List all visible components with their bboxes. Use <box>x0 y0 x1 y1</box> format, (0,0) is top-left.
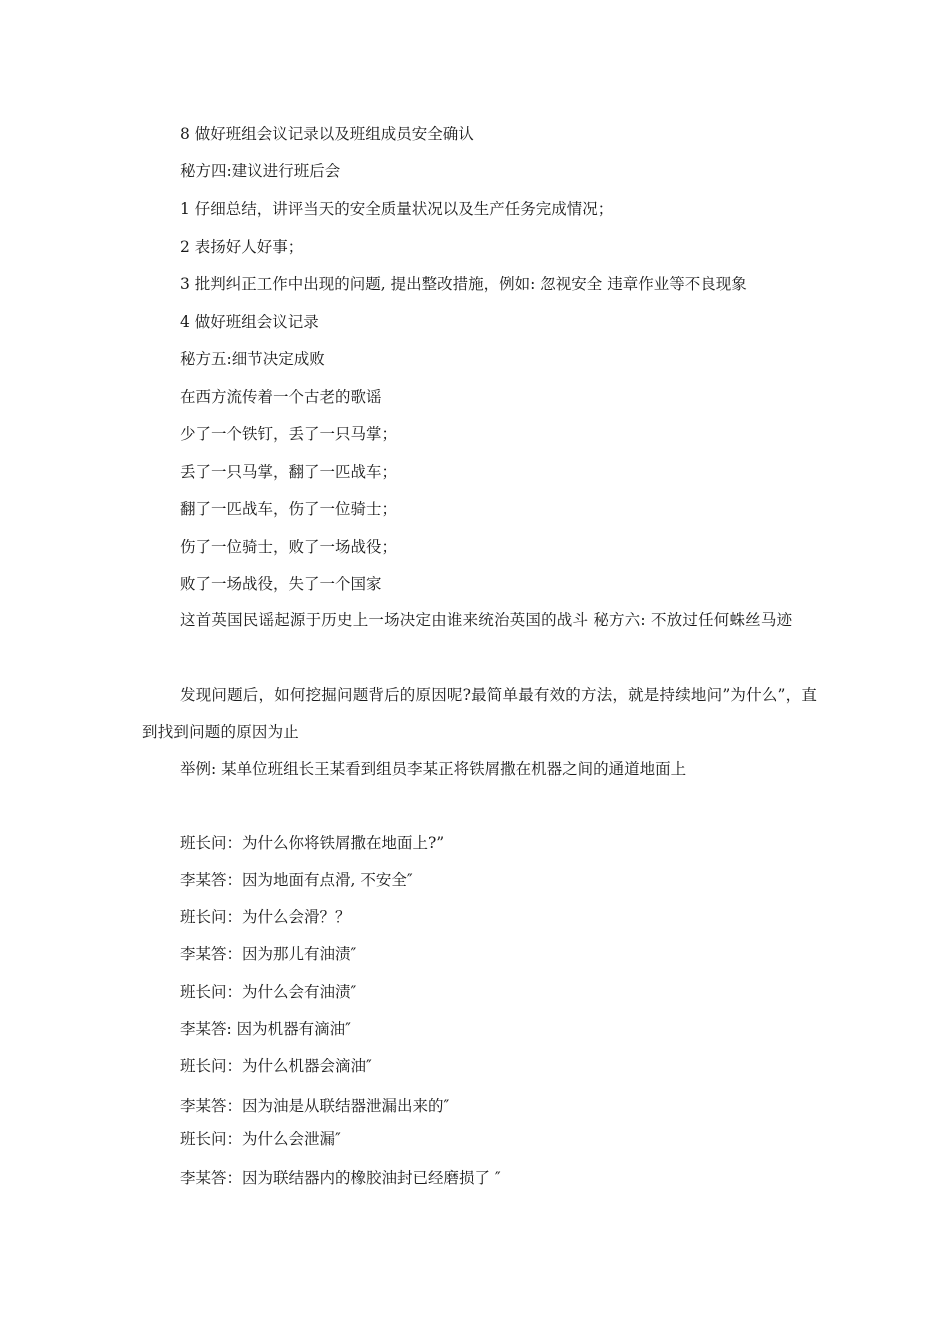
verse-line: 翻了一匹战车，伤了一位骑士； <box>180 500 398 518</box>
dialogue-line: 班长问：为什么机器会滴油″ <box>180 1057 372 1075</box>
section-heading: 秘方五:细节决定成败 <box>180 350 325 368</box>
dialogue-line: 李某答：因为那儿有油渍″ <box>180 945 357 963</box>
section-heading: 秘方四:建议进行班后会 <box>180 162 341 180</box>
verse-line: 伤了一位骑士，败了一场战役； <box>180 538 398 556</box>
dialogue-line: 班长问：为什么会泄漏″ <box>180 1130 341 1148</box>
text-line: 在西方流传着一个古老的歌谣 <box>180 388 382 406</box>
dialogue-line: 班长问：为什么会滑？？ <box>180 908 351 926</box>
paragraph: 发现问题后，如何挖掘问题背后的原因呢?最简单最有效的方法，就是持续地问”为什么”，直到找到问题的原因为止 <box>142 686 818 741</box>
text-line: 8 做好班组会议记录以及班组成员安全确认 <box>180 125 474 143</box>
verse-line: 丢了一只马掌，翻了一匹战车； <box>180 463 398 481</box>
dialogue-line: 李某答：因为油是从联结器泄漏出来的″ <box>180 1097 450 1115</box>
example-intro: 举例: 某单位班组长王某看到组员李某正将铁屑撒在机器之间的通道地面上 <box>180 760 687 778</box>
dialogue-line: 班长问：为什么会有油渍″ <box>180 983 357 1001</box>
dialogue-line: 李某答：因为地面有点滑, 不安全″ <box>180 871 413 889</box>
text-line: 1 仔细总结，讲评当天的安全质量状况以及生产任务完成情况； <box>180 200 614 218</box>
paragraph: 这首英国民谣起源于历史上一场决定由谁来统治英国的战斗 秘方六: 不放过任何蛛丝马迹 <box>180 611 793 629</box>
dialogue-line: 李某答：因为联结器内的橡胶油封已经磨损了 ″ <box>180 1169 501 1187</box>
text-line: 2 表扬好人好事； <box>180 238 304 256</box>
text-line: 4 做好班组会议记录 <box>180 313 319 331</box>
verse-line: 少了一个铁钉，丢了一只马掌； <box>180 425 398 443</box>
dialogue-line: 李某答: 因为机器有滴油″ <box>180 1020 351 1038</box>
dialogue-line: 班长问：为什么你将铁屑撒在地面上?” <box>180 834 445 852</box>
verse-line: 败了一场战役，失了一个国家 <box>180 575 382 593</box>
text-line: 3 批判纠正工作中出现的问题, 提出整改措施，例如: 忽视安全 违章作业等不良现象 <box>180 275 747 293</box>
